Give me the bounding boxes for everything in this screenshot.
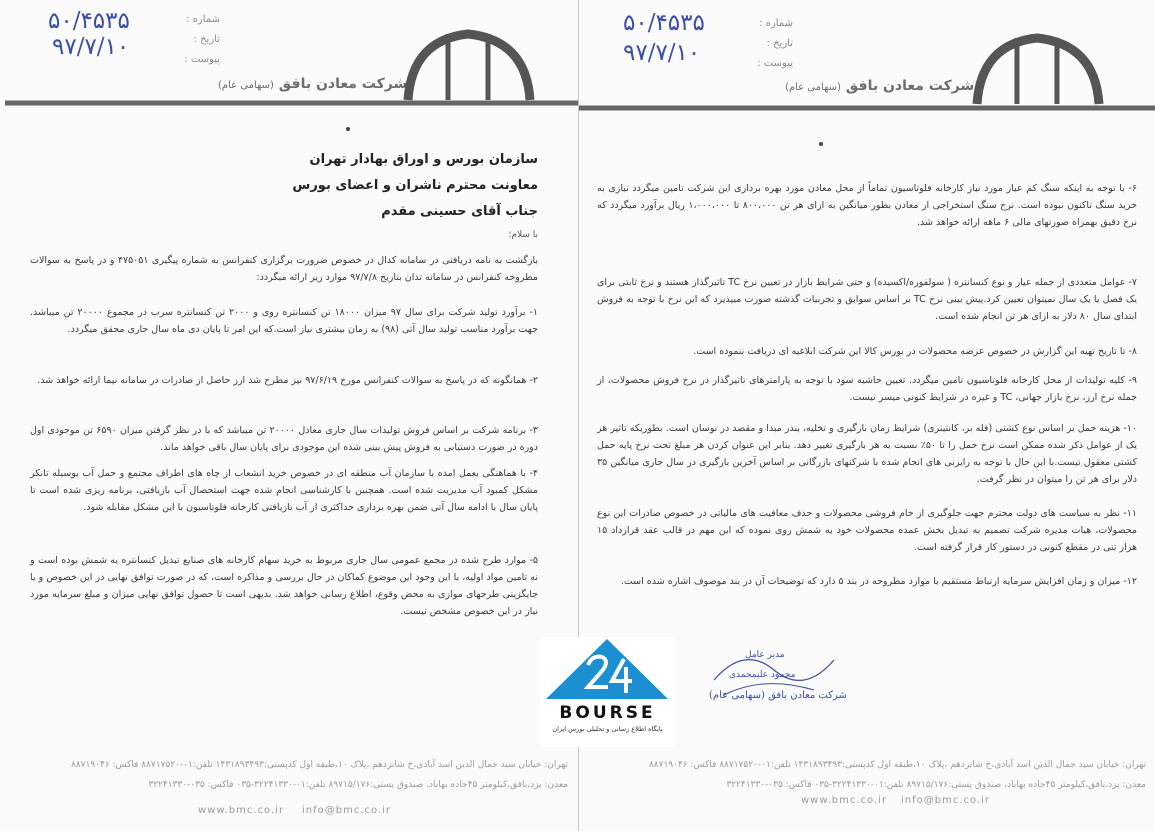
recipient-line-3: جناب آقای حسینی مقدم bbox=[381, 204, 538, 219]
item-6: ۶- با توجه به اینکه سنگ کم عیار مورد نیاز کارخانه فلوتاسیون تماماً از محل معادن مورد بهره برداری این شرکت تامین میگردد نیازی به خرید سنگ تاکنون نبوده است. نرخ سنگ استخراجی از معادن بطور میانگین به ازای هر تن ۸۰۰،۰۰۰ تا ۱،۰۰۰،۰۰۰ ریال برآورد میگردد که نرخ دقیق بهمراه صورتهای مالی ۶ ماهه ارائه خواهد شد. bbox=[597, 183, 1137, 228]
letter-number-handwritten: ۵۰/۴۵۳۵ bbox=[48, 8, 130, 34]
punch-dot bbox=[346, 127, 350, 131]
company-type: (سهامی عام) bbox=[785, 82, 841, 93]
helmet-logo-icon bbox=[579, 0, 1155, 125]
footer-address-tehran: تهران: خیابان سید جمال الدین اسد آبادی،خ شانزدهم ،پلاک ۱۰،طبقه اول کدپستی:۱۴۳۱۸۹۳۴۹۳ تلفن:۰۱-۸۸۷۱۷۵۲۰ فاکس: ۸۸۷۱۹۰۴۶ bbox=[70, 760, 568, 770]
attachment-label: پیوست : bbox=[184, 54, 220, 65]
bourse-watermark-logo bbox=[540, 637, 675, 747]
letter-number-handwritten: ۵۰/۴۵۳۵ bbox=[623, 10, 705, 36]
item-2: ۲- همانگونه که در پاسخ به سوالات کنفرانس مورخ ۹۷/۶/۱۹ نیز مطرح شد ارز حاصل از صادرات در سامانه نیما ارائه خواهد شد. bbox=[37, 375, 538, 386]
item-4: ۴- با هماهنگی بعمل امده با سازمان آب منطقه ای در خصوص خرید انشعاب از چاه های اطراف مجتمع و حمل آب بوسیله تانکر مشکل کمبود آب مدیریت شده است. همچنین با کارشناسی انجام شده جهت استحصال آب بازیافتی، برنامه ریزی شده است تا پایان سال با ادامه سال آتی ضمن بهره برداری حداکثری از آب بازیافتی کارخانه فلوتاسیون با این مشکل مقابله شود. bbox=[30, 468, 538, 513]
punch-dot bbox=[819, 142, 823, 146]
handwritten-signature bbox=[704, 640, 844, 710]
number-label: شماره : bbox=[759, 18, 793, 29]
footer-email: info@bmc.co.ir bbox=[302, 805, 392, 816]
footer-address-tehran: تهران: خیابان سید جمال الدین اسد آبادی،خ شانزدهم ،پلاک ۱۰،طبقه اول کدپستی:۱۴۳۱۸۹۳۴۹۳ تلفن:۰۱-۸۸۷۱۷۵۲۰ فاکس: ۸۸۷۱۹۰۴۶ bbox=[648, 760, 1146, 770]
company-name-text: شرکت معادن بافق bbox=[278, 76, 408, 92]
item-3: ۳- برنامه شرکت بر اساس فروش تولیدات سال جاری معادل ۲۰۰۰۰ تن میباشد که با در نظر گرفتن میزان ۶۵۹۰ تن موجودی اول دوره در صورت دستیابی به فروش پیش بینی شده این موجودی برای پایان سال باقی خواهد ماند. bbox=[30, 425, 539, 453]
footer-address-mine: معدن: یزد،بافق،کیلومتر ۴۵جاده بهاباد، صندوق پستی:۸۹۷۱۵/۱۷۶ تلفن:۰۱-۳۲۲۴۱۳۳۰-۰۳۵ فاکس: ۰۳۵-۳۲۲۴۱۳۳۰ bbox=[726, 780, 1146, 790]
recipient-line-2: معاونت محترم ناشران و اعضای بورس bbox=[292, 178, 538, 193]
item-7: ۷- عوامل متعددی از جمله عیار و نوع کنسانتره ( سولفوره/اکسیده) و حتی شرایط بازار در تعیین نرخ TC تاثیرگذار هستند و نرخ ثابتی برای یک فصل یا یک سال نمیتوان تعیین کرد.پیش بینی نرخ TC بر اساس سوابق و تجربیات گذشته صورت میپذیرد که این نرخ با توجه به فروش ابتدای سال ۸۰ دلار به ازای هر تن انجام شده است. bbox=[597, 277, 1138, 322]
number-label: شماره : bbox=[186, 14, 220, 25]
helmet-logo-icon bbox=[0, 0, 578, 120]
date-label: تاریخ : bbox=[193, 34, 220, 45]
footer-email: info@bmc.co.ir bbox=[901, 795, 991, 806]
bourse-24-logo-icon bbox=[540, 637, 675, 703]
item-12: ۱۲- میزان و زمان افزایش سرمایه ارتباط مستقیم با موارد مطروحه در بند ۵ دارد که توضیحات آن در بند موصوف اشاره شده است. bbox=[620, 576, 1137, 587]
signature-title: مدیر عامل bbox=[745, 650, 785, 660]
footer-website: www.bmc.co.ir bbox=[801, 795, 888, 806]
letter-date-handwritten: ۹۷/۷/۱۰ bbox=[623, 40, 701, 66]
company-stamp: شرکت معادن بافق (سهامی عام) bbox=[709, 690, 847, 701]
item-9: ۹- کلیه تولیدات از محل کارخانه فلوتاسیون تامین میگردد. تعیین حاشیه سود با توجه به پارامترهای تاثیرگذار در نرخ فروش محصولات، از جمله نرخ ارز، نرخ بازار جهانی، TC و غیره در شرایط کنونی میسر نیست. bbox=[597, 375, 1137, 403]
item-10: ۱۰- هزینه حمل بر اساس نوع کشتی (فله بر، کانتینری) شرایط زمان بارگیری و تخلیه، بندر مبدا و مقصد در نوسان است. بطوریکه تاثیر هر یک از عوامل ذکر شده ممکن است نرخ حمل را تا ۵۰٪ نسبت به هر بارگیری تغییر دهد. بنابر این عنوان کردن هر مبلغ تحت نرخ پایه حمل کشتی معقول نیست.با این حال با توجه به رایزنی های انجام شده با شرکتهای بازرگانی بر اساس آخرین بارگیری در سال جاری میانگین ۳۵ دلار برای هر تن را میتوان در نظر گرفت. bbox=[597, 423, 1137, 485]
item-5: ۵- موارد طرح شده در مجمع عمومی سال جاری مربوط به خرید سهام کارخانه های صنایع تبدیل کنسانتره به شمش بوده است و نه تامین مواد اولیه، با این وجود این موضوع کماکان در حال بررسی و مذاکره است، که در صورت توافق نهایی در این خصوص و یا جایگزینی طرحهای موازی به محض وقوع، اطلاع رسانی خواهد شد. بدیهی است تا حصول توافق نهایی میزان و مبلغ سرمایه مورد نیاز در این خصوص مشخص نیست. bbox=[30, 555, 538, 617]
item-11: ۱۱- نظر به سیاست های دولت محترم جهت جلوگیری از خام فروشی محصولات و حذف معافیت های مالیاتی در خصوص صادرات این نوع محصولات، هیات مدیره شرکت تصمیم به تبدیل بخش عمده محصولات خود به شمش روی نموده که این مهم در قالب عقد قرارداد ۱۵ هزار تنی در مقطع کنونی در دستور کار قرار گرفته است. bbox=[597, 508, 1137, 553]
recipient-line-1: سازمان بورس و اوراق بهادار تهران bbox=[309, 152, 538, 167]
footer-address-mine: معدن: یزد،بافق،کیلومتر ۴۵جاده بهاباد، صندوق پستی:۸۹۷۱۵/۱۷۶ تلفن:۰۱-۳۲۲۴۱۳۳۰-۰۳۵ فاکس: ۰۳۵-۳۲۲۴۱۳۳۰ bbox=[148, 780, 568, 790]
greeting: با سلام؛ bbox=[508, 230, 538, 240]
company-name-text: شرکت معادن بافق bbox=[845, 78, 975, 94]
company-type: (سهامی عام) bbox=[218, 80, 274, 91]
signature-name: محمود علیمحمدی bbox=[729, 670, 796, 680]
letter-date-handwritten: ۹۷/۷/۱۰ bbox=[52, 34, 130, 60]
attachment-label: پیوست : bbox=[757, 58, 793, 69]
footer-website: www.bmc.co.ir bbox=[198, 805, 285, 816]
bourse-logo-text: BOURSE bbox=[559, 703, 656, 723]
date-label: تاریخ : bbox=[766, 38, 793, 49]
intro-paragraph: بازگشت به نامه دریافتی در سامانه کدال در خصوص ضرورت برگزاری کنفرانس به شماره پیگیری ۴۷۵۰۵۱ و در پاسخ به سوالات مطروحه کنفرانس در سامانه تدان بتاریخ ۹۷/۷/۸ موارد زیر ارائه میگردد: bbox=[30, 255, 538, 283]
item-1: ۱- برآورد تولید شرکت برای سال ۹۷ میزان ۱۸۰۰۰ تن کنسانتره روی و ۲۰۰۰ تن کنسانتره سرب در مجموع ۲۰۰۰۰ تن میباشد. جهت برآورد مناسب تولید سال آتی (۹۸) به زمان بیشتری نیاز است.که این امر تا پایان دی ماه سال جاری محقق میگردد. bbox=[30, 307, 538, 335]
bourse-logo-subtitle: پایگاه اطلاع رسانی و تحلیلی بورس ایران bbox=[552, 725, 663, 733]
item-8: ۸- تا تاریخ تهیه این گزارش در خصوص عرضه محصولات در بورس کالا این شرکت ابلاغیه ای دریافت ننموده است. bbox=[693, 346, 1137, 357]
